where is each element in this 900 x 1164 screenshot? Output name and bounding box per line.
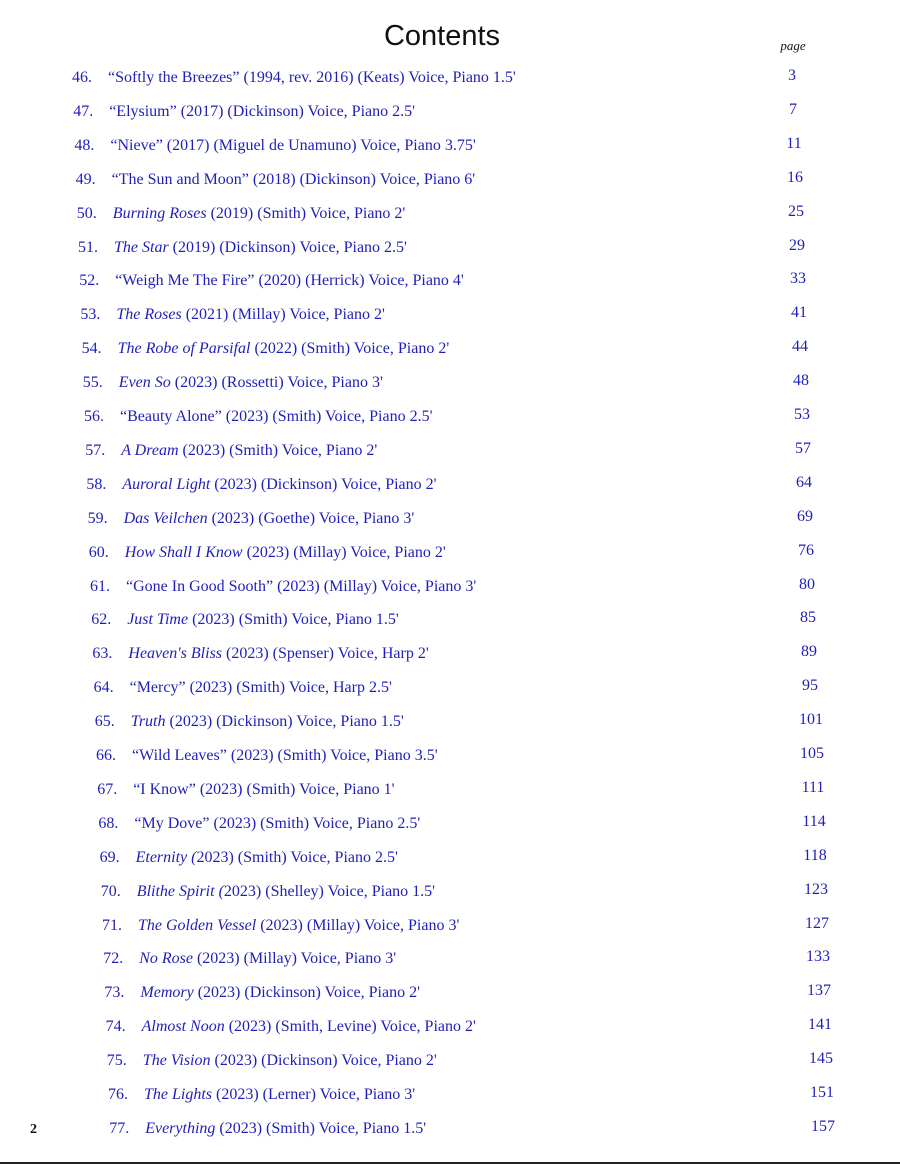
toc-entry[interactable]	[104, 982, 420, 1004]
entry-details: (2022) (Smith) Voice, Piano 2'	[250, 340, 450, 358]
entry-number: 69.	[99, 848, 120, 866]
toc-entry[interactable]	[91, 609, 399, 631]
toc-entry[interactable]	[83, 372, 383, 394]
entry-number: 48.	[74, 136, 95, 154]
entry-number: 64.	[93, 679, 114, 697]
entry-details: (2023) (Spenser) Voice, Harp 2'	[222, 645, 429, 663]
entry-italic-title: The Golden Vessel	[138, 916, 257, 934]
entry-details: (2023) (Smith, Levine) Voice, Piano 2'	[224, 1018, 476, 1036]
entry-number: 63.	[92, 645, 113, 663]
toc-entry[interactable]	[79, 270, 464, 292]
toc-entry[interactable]	[100, 847, 398, 869]
toc-entry[interactable]	[85, 440, 377, 462]
toc-entry[interactable]	[108, 1084, 415, 1106]
entry-page-number[interactable]: 141	[808, 1016, 832, 1034]
entry-details: 2023) (Smith) Voice, Piano 2.5'	[196, 848, 398, 866]
toc-entry[interactable]	[73, 101, 415, 123]
entry-italic-title: The Star	[114, 238, 169, 256]
entry-page-number[interactable]: 44	[792, 338, 808, 356]
toc-entry[interactable]	[94, 677, 392, 699]
entry-number: 72.	[103, 950, 124, 968]
entry-details: (2023) (Goethe) Voice, Piano 3'	[207, 509, 415, 527]
entry-number: 74.	[105, 1018, 126, 1036]
entry-quoted-title: “Beauty Alone”	[120, 408, 222, 425]
entry-page-number[interactable]: 7	[789, 100, 797, 118]
toc-entry[interactable]	[77, 203, 406, 225]
entry-italic-title: A Dream	[121, 441, 179, 459]
entry-number: 68.	[98, 814, 119, 832]
entry-quoted-title: “Softly the Breezes”	[108, 69, 240, 86]
toc-entry[interactable]	[97, 779, 394, 801]
entry-italic-title: Just Time	[127, 611, 189, 629]
entry-page-number[interactable]: 25	[788, 202, 804, 220]
entry-quoted-title: “The Sun and Moon”	[111, 170, 249, 188]
entry-details: (2023) (Smith) Voice, Piano 3.5'	[226, 747, 438, 764]
entry-number: 70.	[100, 882, 121, 900]
entry-italic-title: Das Veilchen	[123, 509, 208, 527]
toc-entry[interactable]	[76, 169, 476, 191]
entry-italic-title: Heaven's Bliss	[128, 645, 223, 663]
entry-details: (2023) (Smith) Voice, Piano 2'	[178, 441, 378, 459]
footer-page-number: 2	[30, 1122, 37, 1137]
entry-details: (2023) (Dickinson) Voice, Piano 2'	[193, 984, 420, 1002]
entry-italic-title: Blithe Spirit (	[136, 882, 224, 900]
entry-page-number[interactable]: 33	[790, 270, 806, 288]
entry-number: 71.	[102, 916, 122, 934]
entry-page-number[interactable]: 48	[793, 372, 809, 390]
page-title: Contents	[383, 20, 501, 52]
entry-details: (2023) (Smith) Voice, Harp 2.5'	[185, 679, 392, 697]
toc-entry[interactable]	[92, 643, 428, 665]
entry-number: 73.	[104, 984, 125, 1002]
entry-italic-title: Truth	[130, 713, 166, 731]
entry-number: 46.	[72, 69, 92, 86]
entry-details: (2023) (Lerner) Voice, Piano 3'	[212, 1086, 416, 1103]
entry-quoted-title: “Mercy”	[129, 679, 186, 697]
entry-quoted-title: “Elysium”	[109, 102, 177, 120]
entry-number: 49.	[75, 170, 96, 188]
entry-italic-title: No Rose	[139, 950, 193, 968]
entry-details: (2019) (Dickinson) Voice, Piano 2.5'	[168, 238, 407, 256]
entry-page-number[interactable]: 95	[802, 677, 818, 695]
entry-page-number[interactable]: 157	[811, 1117, 835, 1135]
toc-entry[interactable]	[102, 915, 459, 937]
entry-details: (2021) (Millay) Voice, Piano 2'	[181, 306, 385, 324]
entry-number: 59.	[87, 509, 108, 527]
entry-page-number[interactable]: 105	[800, 745, 824, 762]
entry-page-number[interactable]: 64	[796, 473, 812, 491]
entry-number: 52.	[79, 272, 100, 290]
entry-number: 67.	[97, 780, 118, 798]
entry-number: 60.	[88, 543, 109, 561]
entry-page-number[interactable]: 80	[799, 575, 815, 593]
entry-details: (2023) (Smith) Voice, Piano 2.5'	[221, 408, 433, 425]
entry-number: 57.	[85, 441, 106, 459]
entry-page-number[interactable]: 111	[801, 778, 825, 796]
entry-quoted-title: “Wild Leaves”	[132, 747, 227, 764]
entry-details: (2023) (Dickinson) Voice, Piano 2'	[210, 475, 437, 493]
entry-quoted-title: “My Dove”	[134, 814, 210, 832]
toc-entry[interactable]	[98, 813, 420, 835]
entry-page-number[interactable]: 53	[794, 406, 810, 423]
toc-entry[interactable]	[72, 67, 516, 89]
entry-number: 61.	[90, 577, 110, 595]
entry-page-number[interactable]: 127	[805, 914, 829, 932]
entry-details: (2023) (Millay) Voice, Piano 2'	[242, 543, 446, 561]
entry-page-number[interactable]: 3	[788, 67, 796, 84]
entry-italic-title: Almost Noon	[141, 1018, 225, 1036]
entry-details: 2023) (Shelley) Voice, Piano 1.5'	[223, 882, 436, 900]
entry-details: (2017) (Miguel de Unamuno) Voice, Piano 3.75'	[162, 136, 476, 154]
entry-page-number[interactable]: 11	[786, 134, 802, 152]
toc-entry[interactable]	[90, 576, 476, 598]
entry-details: (2023) (Dickinson) Voice, Piano 1.5'	[165, 713, 404, 731]
toc-entry[interactable]	[103, 948, 396, 970]
entry-page-number[interactable]: 76	[798, 541, 814, 559]
entry-italic-title: Auroral Light	[122, 475, 211, 493]
entry-page-number[interactable]: 16	[787, 168, 803, 186]
entry-details: (2023) (Smith) Voice, Piano 1.5'	[188, 611, 399, 629]
entry-number: 76.	[108, 1086, 128, 1103]
entry-page-number[interactable]: 101	[799, 711, 823, 729]
entry-details: (2023) (Dickinson) Voice, Piano 2'	[210, 1052, 437, 1070]
entry-quoted-title: “Gone In Good Sooth”	[126, 577, 274, 595]
toc-entry[interactable]	[84, 406, 432, 428]
entry-page-number[interactable]: 89	[801, 643, 817, 661]
entry-page-number[interactable]: 57	[795, 439, 811, 457]
toc-entry[interactable]	[80, 304, 384, 326]
entry-details: (1994, rev. 2016) (Keats) Voice, Piano 1.5'	[239, 69, 516, 86]
entry-italic-title: The Lights	[144, 1086, 213, 1103]
toc-entry[interactable]	[78, 237, 407, 259]
toc-entry[interactable]	[82, 338, 450, 360]
toc-entry[interactable]	[95, 711, 404, 733]
entry-page-number[interactable]: 114	[802, 812, 826, 830]
entry-details: (2019) (Smith) Voice, Piano 2'	[206, 204, 406, 222]
entry-details: (2017) (Dickinson) Voice, Piano 2.5'	[176, 102, 415, 120]
toc-entry[interactable]	[88, 508, 415, 530]
entry-details: (2020) (Herrick) Voice, Piano 4'	[254, 272, 464, 290]
entry-number: 77.	[109, 1119, 130, 1137]
entry-page-number[interactable]: 118	[803, 846, 827, 864]
entry-page-number[interactable]: 85	[800, 609, 816, 627]
entry-number: 53.	[80, 306, 101, 324]
entry-details: (2023) (Smith) Voice, Piano 1'	[195, 780, 395, 798]
page-column-label: page	[780, 38, 806, 53]
entry-page-number[interactable]: 145	[809, 1050, 833, 1068]
entry-details: (2023) (Smith) Voice, Piano 2.5'	[209, 814, 421, 832]
entry-number: 75.	[106, 1052, 127, 1070]
toc-entry[interactable]	[96, 745, 438, 767]
entry-page-number[interactable]: 137	[807, 982, 831, 1000]
entry-number: 50.	[76, 204, 97, 222]
entry-italic-title: Even So	[118, 374, 171, 392]
entry-number: 62.	[91, 611, 112, 629]
entry-italic-title: Everything	[145, 1119, 216, 1137]
entry-number: 54.	[81, 340, 102, 358]
entry-details: (2023) (Millay) Voice, Piano 3'	[256, 916, 460, 934]
entry-number: 55.	[82, 374, 103, 392]
entry-details: (2023) (Rossetti) Voice, Piano 3'	[170, 374, 383, 392]
entry-number: 51.	[78, 238, 98, 256]
entry-details: (2023) (Smith) Voice, Piano 1.5'	[215, 1119, 427, 1137]
entry-page-number[interactable]: 151	[810, 1084, 834, 1101]
entry-number: 56.	[84, 408, 104, 425]
entry-page-number[interactable]: 41	[791, 304, 807, 322]
entry-number: 47.	[73, 102, 94, 120]
toc-entry[interactable]	[101, 881, 435, 903]
entry-number: 58.	[86, 475, 107, 493]
entry-details: (2023) (Millay) Voice, Piano 3'	[192, 950, 397, 968]
toc-entry[interactable]	[86, 474, 436, 496]
entry-italic-title: The Vision	[142, 1052, 211, 1070]
toc-entry[interactable]	[107, 1050, 437, 1072]
entry-page-number[interactable]: 69	[797, 507, 813, 525]
entry-quoted-title: “Weigh Me The Fire”	[115, 272, 255, 290]
entry-number: 65.	[94, 713, 115, 731]
entry-quoted-title: “Nieve”	[110, 136, 163, 154]
toc-entry[interactable]	[109, 1118, 426, 1140]
entry-italic-title: Memory	[140, 984, 194, 1002]
entry-details: (2023) (Millay) Voice, Piano 3'	[273, 577, 477, 595]
toc-entry[interactable]	[89, 542, 446, 564]
toc-entry[interactable]	[74, 135, 475, 157]
entry-quoted-title: “I Know”	[133, 780, 196, 798]
entry-italic-title: Burning Roses	[112, 204, 207, 222]
entry-details: (2018) (Dickinson) Voice, Piano 6'	[248, 170, 476, 188]
entry-italic-title: The Roses	[116, 306, 182, 324]
entry-italic-title: Eternity (	[135, 848, 197, 866]
entry-page-number[interactable]: 123	[804, 880, 828, 898]
entry-number: 66.	[96, 747, 116, 764]
entry-italic-title: How Shall I Know	[124, 543, 243, 561]
entry-italic-title: The Robe of Parsifal	[117, 340, 251, 358]
entry-page-number[interactable]: 29	[789, 236, 805, 254]
entry-page-number[interactable]: 133	[806, 948, 830, 966]
toc-entry[interactable]	[106, 1016, 476, 1038]
